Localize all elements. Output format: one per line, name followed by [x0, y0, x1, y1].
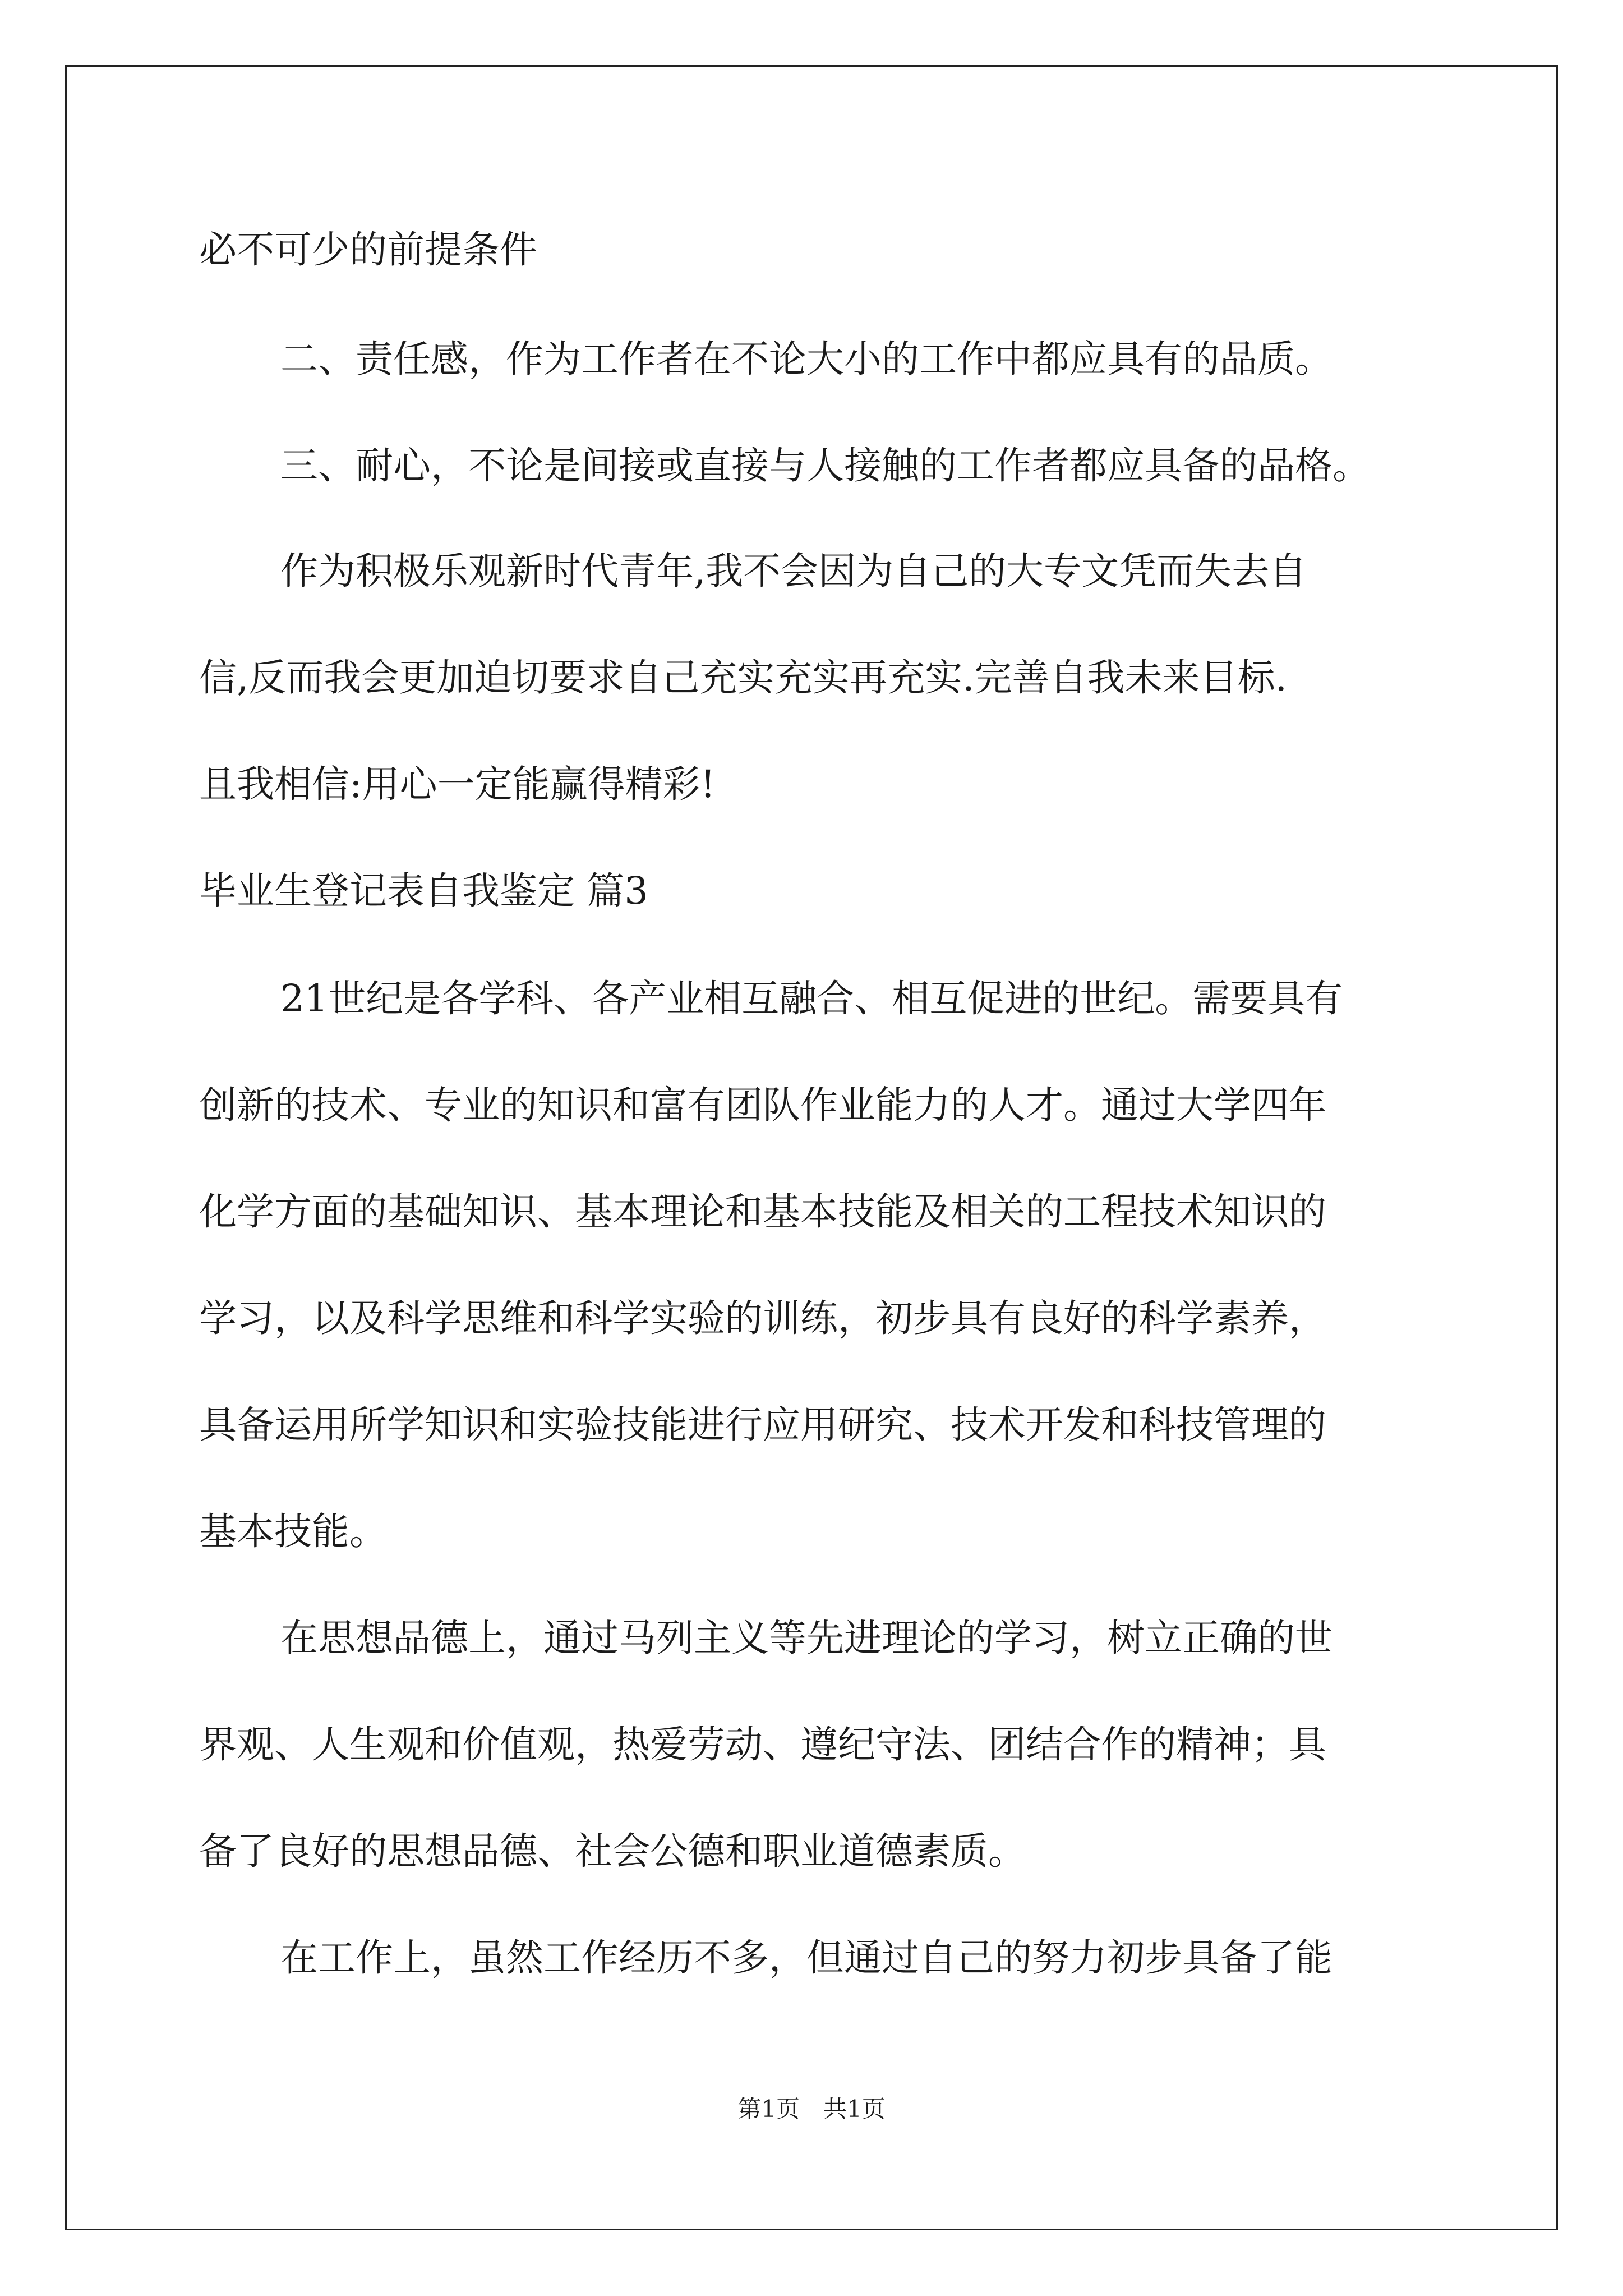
page-border: [65, 65, 1558, 2230]
text-line-continuation: 必不可少的前提条件: [199, 228, 537, 272]
text-line: 且我相信:用心一定能赢得精彩!: [199, 762, 716, 806]
text-line-paragraph-start: 在思想品德上，通过马列主义等先进理论的学习，树立正确的世: [280, 1616, 1332, 1660]
text-line-patience: 三、耐心，不论是间接或直接与人接触的工作者都应具备的品格。: [280, 444, 1370, 487]
text-line: 界观、人生观和价值观，热爱劳动、遵纪守法、团结合作的精神；具: [199, 1723, 1326, 1766]
page-number-footer: 第1页 共1页: [737, 2095, 886, 2123]
text-line-paragraph-start: 作为积极乐观新时代青年,我不会因为自己的大专文凭而失去自: [280, 549, 1307, 593]
text-line-paragraph-start: 在工作上，虽然工作经历不多，但通过自己的努力初步具备了能: [280, 1936, 1332, 1980]
text-line: 创新的技术、专业的知识和富有团队作业能力的人才。通过大学四年: [199, 1083, 1326, 1127]
text-line: 备了良好的思想品德、社会公德和职业道德素质。: [199, 1829, 1026, 1873]
text-line: 化学方面的基础知识、基本理论和基本技能及相关的工程技术知识的: [199, 1190, 1326, 1234]
text-line-paragraph-start: 21世纪是各学科、各产业相互融合、相互促进的世纪。需要具有: [280, 977, 1343, 1020]
text-line: 学习，以及科学思维和科学实验的训练，初步具有良好的科学素养，: [199, 1296, 1326, 1340]
text-line: 信,反而我会更加迫切要求自己充实充实再充实.完善自我未来目标.: [199, 656, 1287, 700]
text-line: 具备运用所学知识和实验技能进行应用研究、技术开发和科技管理的: [199, 1403, 1326, 1447]
text-line-responsibility: 二、责任感，作为工作者在不论大小的工作中都应具有的品质。: [280, 337, 1332, 381]
section-heading: 毕业生登记表自我鉴定 篇3: [199, 869, 648, 913]
text-line: 基本技能。: [199, 1510, 387, 1553]
